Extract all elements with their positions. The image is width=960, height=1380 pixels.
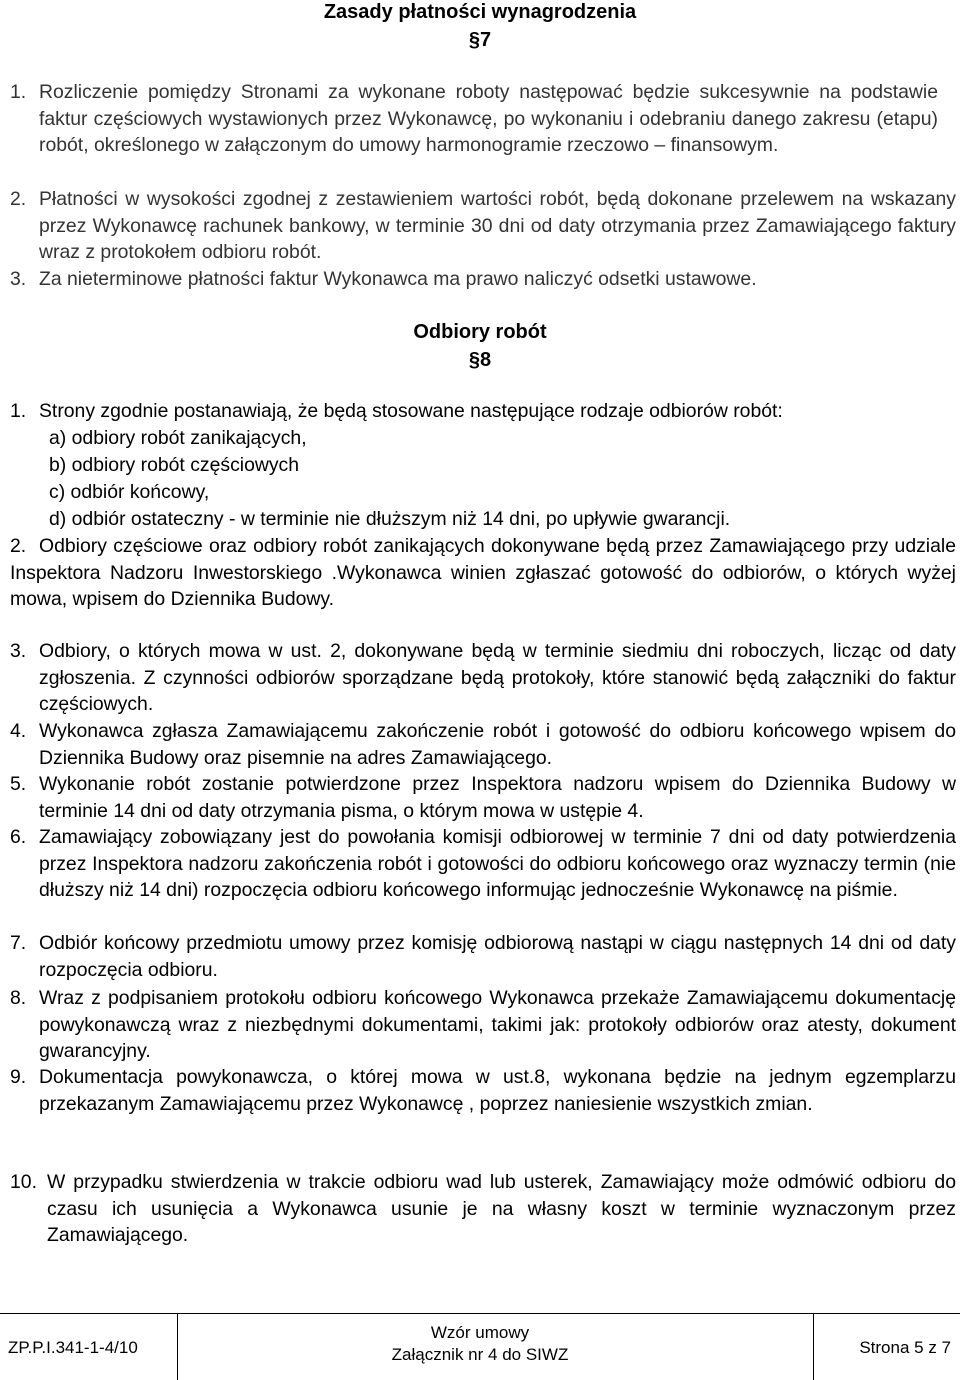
item-number: 8. xyxy=(10,987,27,1009)
item-text: W przypadku stwierdzenia w trakcie odbioru wad lub usterek, Zamawiający może odmówić odbioru do czasu ich usunięcia a Wykonawca usunie je na własny koszt w terminie wyznaczonym przez Zamawiającego. xyxy=(47,1171,956,1246)
list-item xyxy=(10,718,956,771)
section-8-number: §8 xyxy=(468,349,492,371)
item-number: 4. xyxy=(10,720,27,742)
sub-item-a: a) odbiory robót zanikających, xyxy=(49,427,307,449)
item-text: Strony zgodnie postanawiają, że będą stosowane następujące rodzaje odbiorów robót: xyxy=(39,400,783,422)
item-number: 2. xyxy=(10,535,27,557)
list-item xyxy=(10,266,956,293)
page-footer xyxy=(0,1313,960,1380)
section-8-title: Odbiory robót xyxy=(413,321,547,343)
item-text: Rozliczenie pomiędzy Stronami za wykonane roboty następować będzie sukcesywnie na podstawie faktur częściowych wystawionych przez Wykonawcę, po wykonaniu i odebraniu danego zakresu (etapu) robót, określonego w załączonym do umowy harmonogramie rzeczowo – finansowym. xyxy=(39,81,938,156)
item-number: 2. xyxy=(10,188,27,210)
item-number: 5. xyxy=(10,773,27,795)
item-text: Odbiór końcowy przedmiotu umowy przez komisję odbiorową nastąpi w ciągu następnych 14 dni od daty rozpoczęcia odbioru. xyxy=(39,932,956,981)
item-text: Dokumentacja powykonawcza, o której mowa w ust.8, wykonana będzie na jednym egzemplarzu przekazanym Zamawiającemu przez Wykonawcę , poprzez naniesienie wszystkich zmian. xyxy=(39,1066,956,1115)
list-item xyxy=(10,824,956,930)
item-text: Odbiory częściowe oraz odbiory robót zanikających dokonywane będą przez Zamawiającego przy udziale Inspektora Nadzoru Inwestorskiego .Wykonawca winien zgłaszać gotowość do odbiorów, o których wyżej mowa, wpisem do Dziennika Budowy. xyxy=(10,535,956,610)
page-number: Strona 5 z 7 xyxy=(859,1338,951,1357)
list-item xyxy=(10,533,956,613)
list-item xyxy=(10,186,956,266)
section-7-number: §7 xyxy=(468,29,492,51)
item-number: 1. xyxy=(10,400,27,422)
list-item xyxy=(10,1064,956,1144)
list-item xyxy=(10,930,956,983)
item-number: 6. xyxy=(10,826,27,848)
section-7-title: Zasady płatności wynagrodzenia xyxy=(323,1,637,23)
item-number: 1. xyxy=(10,81,27,103)
footer-center xyxy=(0,1322,960,1366)
item-text: Zamawiający zobowiązany jest do powołania komisji odbiorowej w terminie 7 dni od daty potwierdzenia przez Inspektora nadzoru zakończenia robót i gotowości do odbioru końcowego oraz wyznaczy termin (nie dłuższy niż 14 dni) rozpoczęcia odbioru końcowego informując jednocześnie Wykonawcę na piśmie. xyxy=(39,826,956,901)
item-text: Za nieterminowe płatności faktur Wykonawca ma prawo naliczyć odsetki ustawowe. xyxy=(39,268,757,290)
item-text: Płatności w wysokości zgodnej z zestawieniem wartości robót, będą dokonane przelewem na wskazany przez Wykonawcę rachunek bankowy, w terminie 30 dni od daty otrzymania przez Zamawiającego faktury wraz z protokołem odbioru robót. xyxy=(39,188,956,263)
footer-doc-type: Wzór umowy xyxy=(430,1323,530,1342)
footer-attachment: Załącznik nr 4 do SIWZ xyxy=(391,1345,569,1364)
list-item xyxy=(10,79,938,185)
list-item xyxy=(10,398,956,425)
list-item xyxy=(10,985,956,1065)
item-number: 7. xyxy=(10,932,27,954)
item-number: 10. xyxy=(10,1171,37,1193)
document-reference: ZP.P.I.341-1-4/10 xyxy=(8,1338,138,1357)
item-text: Wykonawca zgłasza Zamawiającemu zakończenie robót i gotowość do odbioru końcowego wpisem do Dziennika Budowy oraz pisemnie na adres Zamawiającego. xyxy=(39,720,956,769)
sub-item-d: d) odbiór ostateczny - w terminie nie dłuższym niż 14 dni, po upływie gwarancji. xyxy=(49,508,731,530)
sub-item-c: c) odbiór końcowy, xyxy=(49,481,210,503)
item-text: Wraz z podpisaniem protokołu odbioru końcowego Wykonawca przekaże Zamawiającemu dokumentację powykonawczą wraz z niezbędnymi dokumentami, takimi jak: protokoły odbiorów oraz atesty, dokument gwarancyjny. xyxy=(39,987,956,1062)
list-item xyxy=(10,771,956,824)
item-number: 9. xyxy=(10,1066,27,1088)
item-text: Wykonanie robót zostanie potwierdzone przez Inspektora nadzoru wpisem do Dziennika Budowy w terminie 14 dni od daty otrzymania pisma, o którym mowa w ustępie 4. xyxy=(39,773,956,822)
item-text: Odbiory, o których mowa w ust. 2, dokonywane będą w terminie siedmiu dni roboczych, licząc od daty zgłoszenia. Z czynności odbiorów sporządzane będą protokoły, które stanowić będą załączniki do faktur częściowych. xyxy=(39,640,956,715)
list-item xyxy=(10,638,956,718)
list-item xyxy=(10,1169,956,1249)
item-number: 3. xyxy=(10,640,27,662)
item-number: 3. xyxy=(10,268,27,290)
sub-item-b: b) odbiory robót częściowych xyxy=(49,454,300,476)
